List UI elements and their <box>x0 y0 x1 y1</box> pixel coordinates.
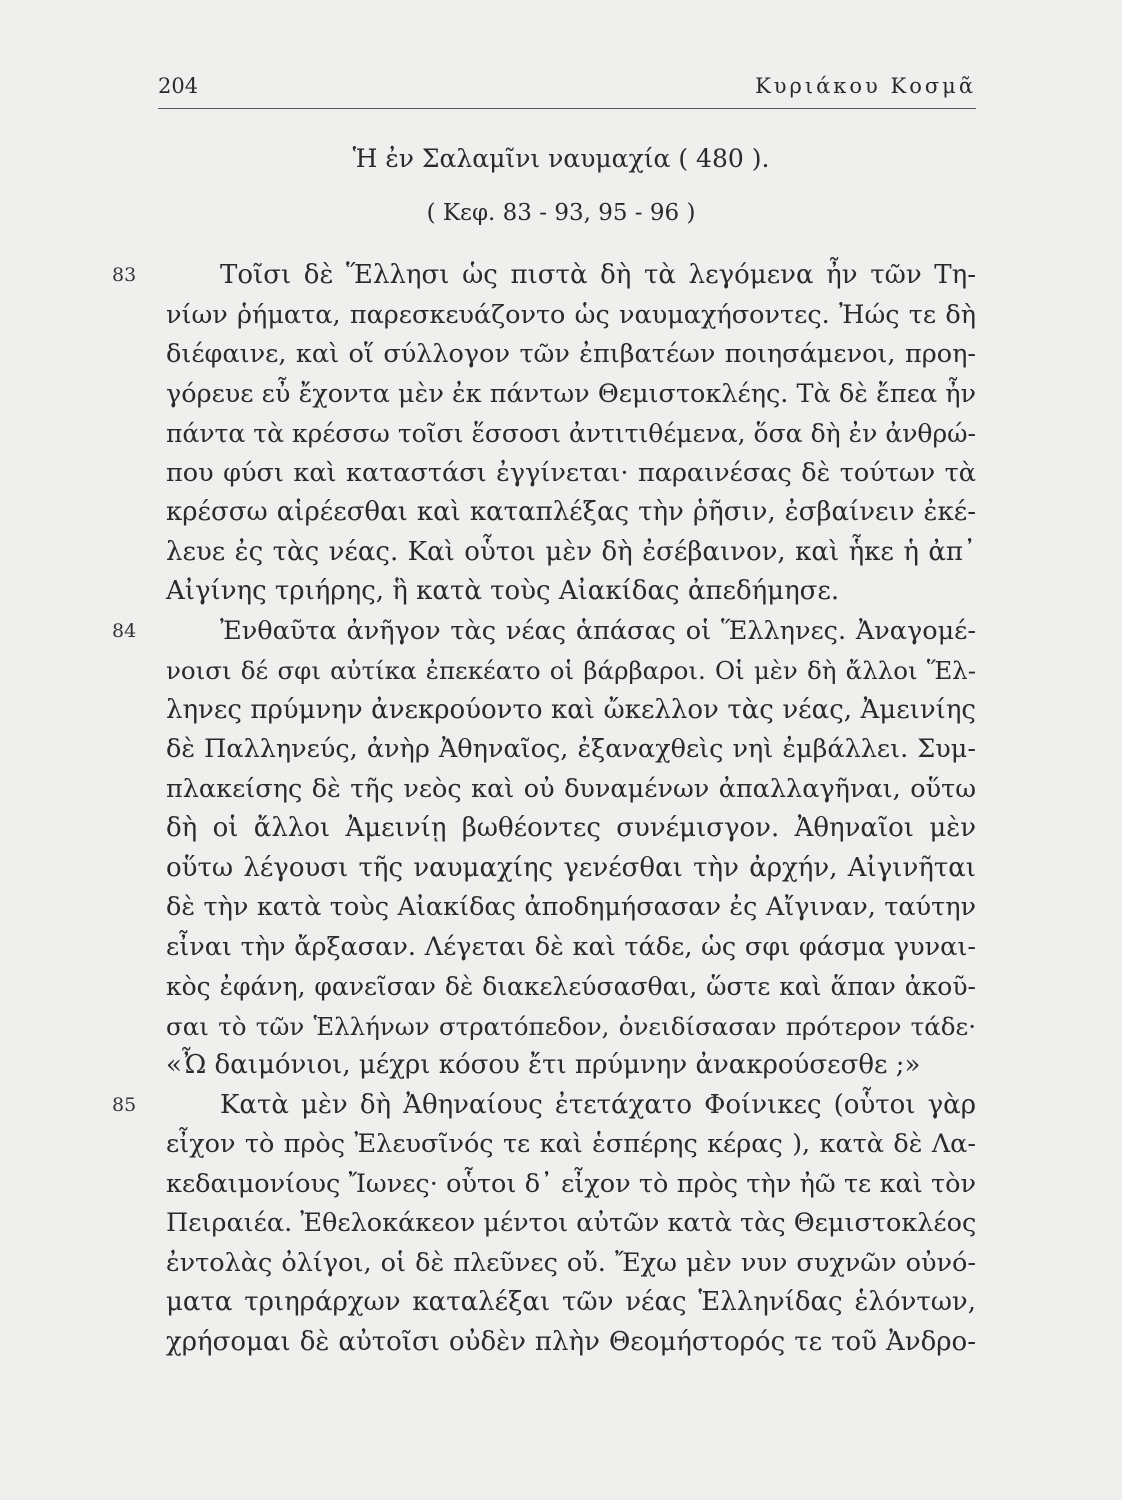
text-line: εἶναι τὴν ἄρξασαν. Λέγεται δὲ καὶ τάδε, ὡς σφι φάσμα γυναι- <box>166 931 976 962</box>
section-number: 84 <box>112 619 137 642</box>
page-number: 204 <box>158 74 199 98</box>
section-number: 83 <box>112 264 137 286</box>
section-83 <box>112 256 976 612</box>
body-text <box>112 256 977 1362</box>
text-line: δὲ Παλληνεύς, ἀνὴρ Ἀθηναῖος, ἐξαναχθεὶς νηὶ ἐμβάλλει. Συμ- <box>166 734 976 764</box>
line-text: Τοῖσι δὲ Ἕλλησι ὡς πιστὰ δὴ τὰ λεγόμενα ἦν τῶν Τη- <box>220 260 976 290</box>
text-line: ἐντολὰς ὀλίγοι, οἱ δὲ πλεῦνες οὔ. Ἔχω μὲν νυν συχνῶν οὐνό- <box>166 1247 976 1278</box>
text-line: δὲ τὴν κατὰ τοὺς Αἰακίδας ἀποδημήσασαν ἐς Αἴγιναν, ταύτην <box>166 892 976 922</box>
text-line: διέφαινε, καὶ οἵ σύλλογον τῶν ἐπιβατέων ποιησάμενοι, προη- <box>166 339 976 369</box>
text-line: σαι τὸ τῶν Ἑλλήνων στρατόπεδον, ὀνειδίσασαν πρότερον τάδε· <box>166 1011 976 1041</box>
line-text: Κατὰ μὲν δὴ Ἀθηναίους ἐτετάχατο Φοίνικες (οὗτοι γὰρ <box>220 1089 976 1120</box>
chapter-title: Ἡ ἐν Σαλαμῖνι ναυμαχία ( 480 ). <box>352 144 770 173</box>
text-line: που φύσι καὶ καταστάσι ἐγγίνεται· παραινέσας δὲ τούτων τὰ <box>166 457 976 488</box>
running-head-author: Κυριάκου Κοσμᾶ <box>755 74 976 98</box>
chapter-subtitle: ( Κεφ. 83 - 93, 95 - 96 ) <box>426 200 696 226</box>
text-line: κρέσσω αἱρέεσθαι καὶ καταπλέξας τὴν ῥῆσιν, ἐσβαίνειν ἐκέ- <box>166 497 976 527</box>
running-head <box>158 74 976 106</box>
text-line: νίων ῥήματα, παρεσκευάζοντο ὡς ναυμαχήσοντες. Ἠώς τε δὴ <box>166 299 976 330</box>
text-line: λευε ἐς τὰς νέας. Καὶ οὗτοι μὲν δὴ ἐσέβαινον, καὶ ἧκε ἡ ἀπ᾿ <box>166 536 976 567</box>
text-line: νοισι δέ σφι αὐτίκα ἐπεκέατο οἱ βάρβαροι. Οἱ μὲν δὴ ἄλλοι Ἕλ- <box>166 656 976 685</box>
text-line: πλακείσης δὲ τῆς νεὸς καὶ οὐ δυναμένων ἀπαλλαγῆναι, οὕτω <box>166 773 976 804</box>
section-number: 85 <box>112 1093 137 1116</box>
text-line: δὴ οἱ ἄλλοι Ἀμεινίῃ βωθέοντες συνέμισγον. Ἀθηναῖοι μὲν <box>166 813 976 843</box>
text-line: Πειραιέα. Ἐθελοκάκεον μέντοι αὐτῶν κατὰ τὰς Θεμιστοκλέος <box>166 1208 977 1238</box>
text-line <box>112 1086 976 1126</box>
text-line <box>112 256 976 296</box>
line-text: Ἐνθαῦτα ἀνῆγον τὰς νέας ἁπάσας οἱ Ἕλληνες. Ἀναγομέ- <box>220 615 976 646</box>
text-line: ληνες πρύμνην ἀνεκρούοντο καὶ ὤκελλον τὰς νέας, Ἀμεινίης <box>166 694 976 725</box>
text-line: εἶχον τὸ πρὸς Ἐλευσῖνός τε καὶ ἑσπέρης κέρας ), κατὰ δὲ Λα- <box>166 1129 976 1159</box>
section-85 <box>112 1086 977 1363</box>
text-line <box>112 612 976 652</box>
header-rule <box>158 108 976 109</box>
text-line: οὕτω λέγουσι τῆς ναυμαχίης γενέσθαι τὴν ἀρχήν, Αἰγινῆται <box>166 852 976 883</box>
section-84 <box>112 612 976 1086</box>
text-line: πάντα τὰ κρέσσω τοῖσι ἕσσοσι ἀντιτιθέμενα, ὅσα δὴ ἐν ἀνθρώ- <box>166 419 976 448</box>
text-line: ματα τριηράρχων καταλέξαι τῶν νέας Ἑλληνίδας ἑλόντων, <box>166 1287 976 1317</box>
text-line: χρήσομαι δὲ αὐτοῖσι οὐδὲν πλὴν Θεομήστορός τε τοῦ Ἀνδρο- <box>166 1326 976 1357</box>
text-line: «Ὦ δαιμόνιοι, μέχρι κόσου ἔτι πρύμνην ἀνακρούσεσθε ;» <box>166 1050 921 1080</box>
text-line: Αἰγίνης τριήρης, ἣ κατὰ τοὺς Αἰακίδας ἀπεδήμησε. <box>166 576 840 606</box>
text-line: γόρευε εὖ ἔχοντα μὲν ἐκ πάντων Θεμιστοκλέης. Τὰ δὲ ἔπεα ἦν <box>166 378 976 409</box>
text-line: κεδαιμονίους Ἴωνες· οὗτοι δ᾿ εἶχον τὸ πρὸς τὴν ἠῶ τε καὶ τὸν <box>166 1168 976 1199</box>
text-line: κὸς ἐφάνη, φανεῖσαν δὲ διακελεύσασθαι, ὥστε καὶ ἅπαν ἀκοῦ- <box>166 972 976 1001</box>
